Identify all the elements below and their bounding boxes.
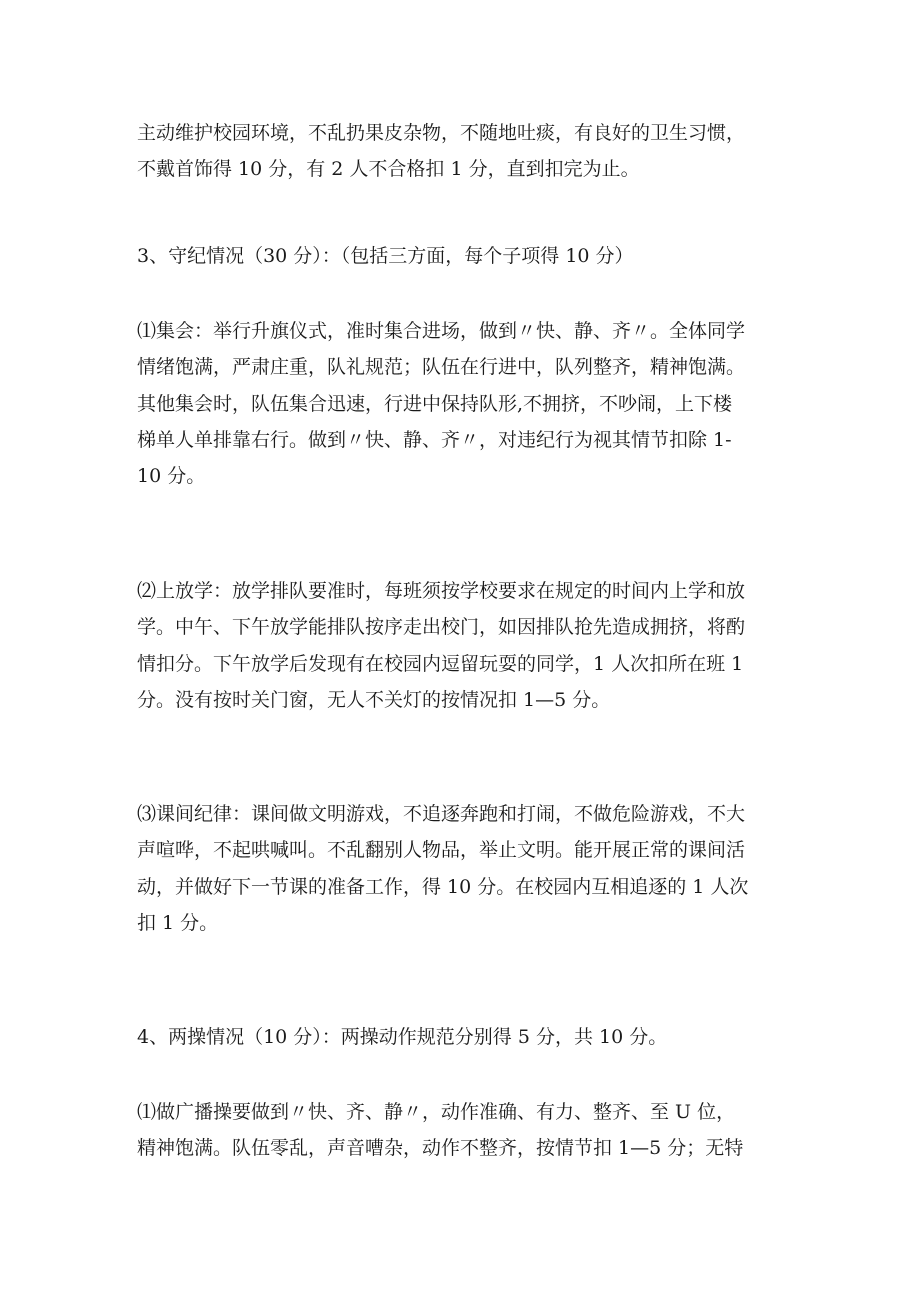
section-heading-exercises xyxy=(137,1019,787,1055)
paragraph-assembly xyxy=(137,313,787,494)
text-line: 精神饱满。队伍零乱，声音嘈杂，动作不整齐，按情节扣 1—5 分；无特 xyxy=(137,1137,744,1160)
text-line: ⑴集会：举行升旗仪式，准时集合进场，做到〃快、静、齐〃。全体同学 xyxy=(137,320,746,342)
text-line: 其他集会时，队伍集合迅速，行进中保持队形,不拥挤，不吵闹，上下楼 xyxy=(137,392,733,415)
text-line: 10 分。 xyxy=(137,465,206,488)
text-line: 主动维护校园环境，不乱扔果皮杂物，不随地吐痰，有良好的卫生习惯， xyxy=(137,122,746,144)
paragraph-school-arrival-dismissal xyxy=(137,573,787,718)
text-line: 不戴首饰得 10 分，有 2 人不合格扣 1 分，直到扣完为止。 xyxy=(137,158,640,181)
text-line: 3、守纪情况（30 分）：（包括三方面，每个子项得 10 分） xyxy=(137,245,634,267)
paragraph-broadcast-exercise xyxy=(137,1094,787,1167)
text-line: 扣 1 分。 xyxy=(137,911,219,934)
text-line: ⑶课间纪律：课间做文明游戏，不追逐奔跑和打闹，不做危险游戏，不大 xyxy=(137,803,746,825)
text-line: 情绪饱满，严肃庄重，队礼规范；队伍在行进中，队列整齐，精神饱满。 xyxy=(137,356,746,379)
text-line: ⑴做广播操要做到〃快、齐、静〃，动作准确、有力、整齐、至 U 位， xyxy=(137,1101,736,1123)
paragraph-break-discipline xyxy=(137,796,787,941)
paragraph-hygiene-continued xyxy=(137,115,787,188)
text-line: 声喧哗，不起哄喊叫。不乱翻别人物品，举止文明。能开展正常的课间活 xyxy=(137,839,746,862)
text-line: 分。没有按时关门窗，无人不关灯的按情况扣 1—5 分。 xyxy=(137,688,611,711)
text-line: ⑵上放学：放学排队要准时，每班须按学校要求在规定的时间内上学和放 xyxy=(137,580,746,602)
section-heading-discipline xyxy=(137,238,787,274)
text-line: 学。中午、下午放学能排队按序走出校门，如因排队抢先造成拥挤，将酌 xyxy=(137,616,746,639)
text-line: 情扣分。下午放学后发现有在校园内逗留玩耍的同学，1 人次扣所在班 1 xyxy=(137,652,744,675)
text-line: 动，并做好下一节课的准备工作，得 10 分。在校园内互相追逐的 1 人次 xyxy=(137,875,749,898)
text-line: 4、两操情况（10 分）：两操动作规范分别得 5 分，共 10 分。 xyxy=(137,1026,668,1048)
text-line: 梯单人单排靠右行。做到〃快、静、齐〃，对违纪行为视其情节扣除 1- xyxy=(137,428,732,451)
